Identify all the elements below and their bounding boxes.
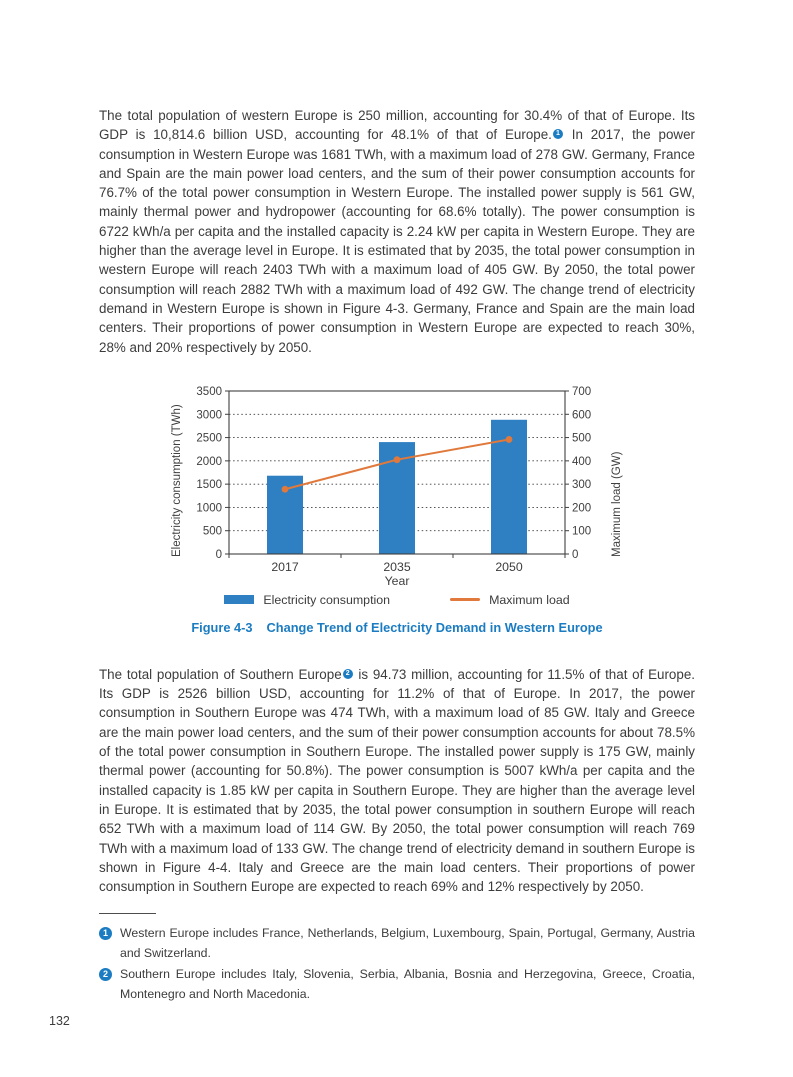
chart-plot-area xyxy=(167,381,627,577)
footnote-2 xyxy=(99,965,695,1004)
chart-legend xyxy=(167,593,627,607)
right-tick-label: 400 xyxy=(572,455,592,468)
paragraph-text: The total population of Southern Europe xyxy=(99,666,342,682)
left-tick-label: 3500 xyxy=(196,385,222,398)
paragraph-western-europe xyxy=(99,0,695,357)
right-tick-label: 200 xyxy=(572,502,592,515)
line-marker-2050 xyxy=(506,436,513,443)
footnote-marker-1: 1 xyxy=(99,927,112,940)
left-tick-label: 0 xyxy=(215,548,222,561)
footnote-1 xyxy=(99,924,695,963)
paragraph-southern-europe xyxy=(99,665,695,897)
legend-label: Maximum load xyxy=(489,592,570,607)
left-tick-label: 2000 xyxy=(196,455,222,468)
legend-bar-swatch xyxy=(224,595,254,604)
figure-4-3-chart xyxy=(167,381,627,635)
paragraph-text: The total population of western Europe is 250 million, accounting for 30.4% of that of Europe. Its GDP is 10,814.6 billion USD, accounting for 48.1% of that of Europe. xyxy=(99,108,695,143)
footnote-marker-2: 2 xyxy=(99,968,112,981)
y-axis-label-right: Maximum load (GW) xyxy=(611,451,623,557)
right-tick-label: 0 xyxy=(572,548,579,561)
line-marker-2017 xyxy=(282,486,289,493)
legend-label: Electricity consumption xyxy=(263,592,391,607)
left-tick-label: 500 xyxy=(202,525,222,538)
paragraph-text: In 2017, the power consumption in Western Europe was 1681 TWh, with a maximum load of 278 GW. Germany, France and Spain are the main power load centers, and the sum of their power consumption accounts for 76.7% of the total power consumption in Western Europe. The installed power supply is 561 GW, mainly thermal power and hydropower (accounting for 68.6% totally). The power consumption is 6722 kWh/a per capita and the installed capacity is 2.24 kW per capita in Western Europe. They are higher than the average level in Europe. It is estimated that by 2035, the total power consumption in western Europe will reach 2403 TWh with a maximum load of 405 GW. By 2050, the total power consumption will reach 2882 TWh with a maximum load of 492 GW. The change trend of electricity demand in Western Europe is shown in Figure 4-3. Germany, France and Spain are the main load centers. Their proportions of power consumption in Western Europe are expected to reach 30%, 28% and 20% respectively by 2050. xyxy=(99,127,695,355)
legend-line-swatch xyxy=(450,598,480,601)
x-category-label: 2050 xyxy=(495,559,523,574)
left-tick-label: 2500 xyxy=(196,432,222,445)
footnote-ref-2[interactable]: 2 xyxy=(343,669,353,679)
x-axis-label: Year xyxy=(384,573,410,588)
left-tick-label: 1000 xyxy=(196,502,222,515)
legend-item-electricity xyxy=(224,593,390,607)
figure-caption-title: Change Trend of Electricity Demand in Western Europe xyxy=(266,619,603,635)
line-marker-2035 xyxy=(394,456,401,463)
footnote-ref-1[interactable]: 1 xyxy=(553,129,563,139)
page-number: 132 xyxy=(49,1014,70,1028)
x-category-label: 2035 xyxy=(383,559,411,574)
right-tick-label: 600 xyxy=(572,409,592,422)
footnote-text: Western Europe includes France, Netherlands, Belgium, Luxembourg, Spain, Portugal, Germany, Austria and Switzerland. xyxy=(120,926,695,960)
left-tick-label: 1500 xyxy=(196,479,222,492)
right-tick-label: 300 xyxy=(572,479,592,492)
figure-caption-label: Figure 4-3 xyxy=(191,619,253,635)
x-category-label: 2017 xyxy=(271,559,299,574)
legend-item-maxload xyxy=(450,593,570,607)
left-tick-label: 3000 xyxy=(196,409,222,422)
right-tick-label: 700 xyxy=(572,385,592,398)
footnote-text: Southern Europe includes Italy, Slovenia, Serbia, Albania, Bosnia and Herzegovina, Greece, Croatia, Montenegro and North Macedonia. xyxy=(120,967,695,1001)
page-content xyxy=(99,0,695,1006)
right-tick-label: 500 xyxy=(572,432,592,445)
footnotes-section xyxy=(99,913,695,1004)
paragraph-text: is 94.73 million, accounting for 11.5% of that of Europe. Its GDP is 2526 billion USD, accounting for 11.2% of that of Europe. In 2017, the power consumption in Southern Europe was 474 TWh, with a maximum load of 85 GW. Italy and Greece are the main power load centers, and the sum of their power consumption accounts for about 78.5% of the total power consumption in Southern Europe. The installed power supply is 175 GW, mainly thermal power (accounting for 50.8%). The power consumption is 5007 kWh/a per capita and the installed capacity is 1.85 kW per capita in Southern Europe. They are higher than the average level in Europe. It is estimated that by 2035, the total power consumption in southern Europe will reach 652 TWh with a maximum load of 114 GW. By 2050, the total power consumption will reach 769 TWh with a maximum load of 133 GW. The change trend of electricity demand in southern Europe is shown in Figure 4-4. Italy and Greece are the main load centers. Their proportions of power consumption in Southern Europe are expected to reach 69% and 12% respectively by 2050. xyxy=(99,666,695,895)
right-tick-label: 100 xyxy=(572,525,592,538)
footnote-separator xyxy=(99,913,156,914)
figure-caption xyxy=(167,620,627,635)
y-axis-label-left: Electricity consumption (TWh) xyxy=(171,404,183,557)
